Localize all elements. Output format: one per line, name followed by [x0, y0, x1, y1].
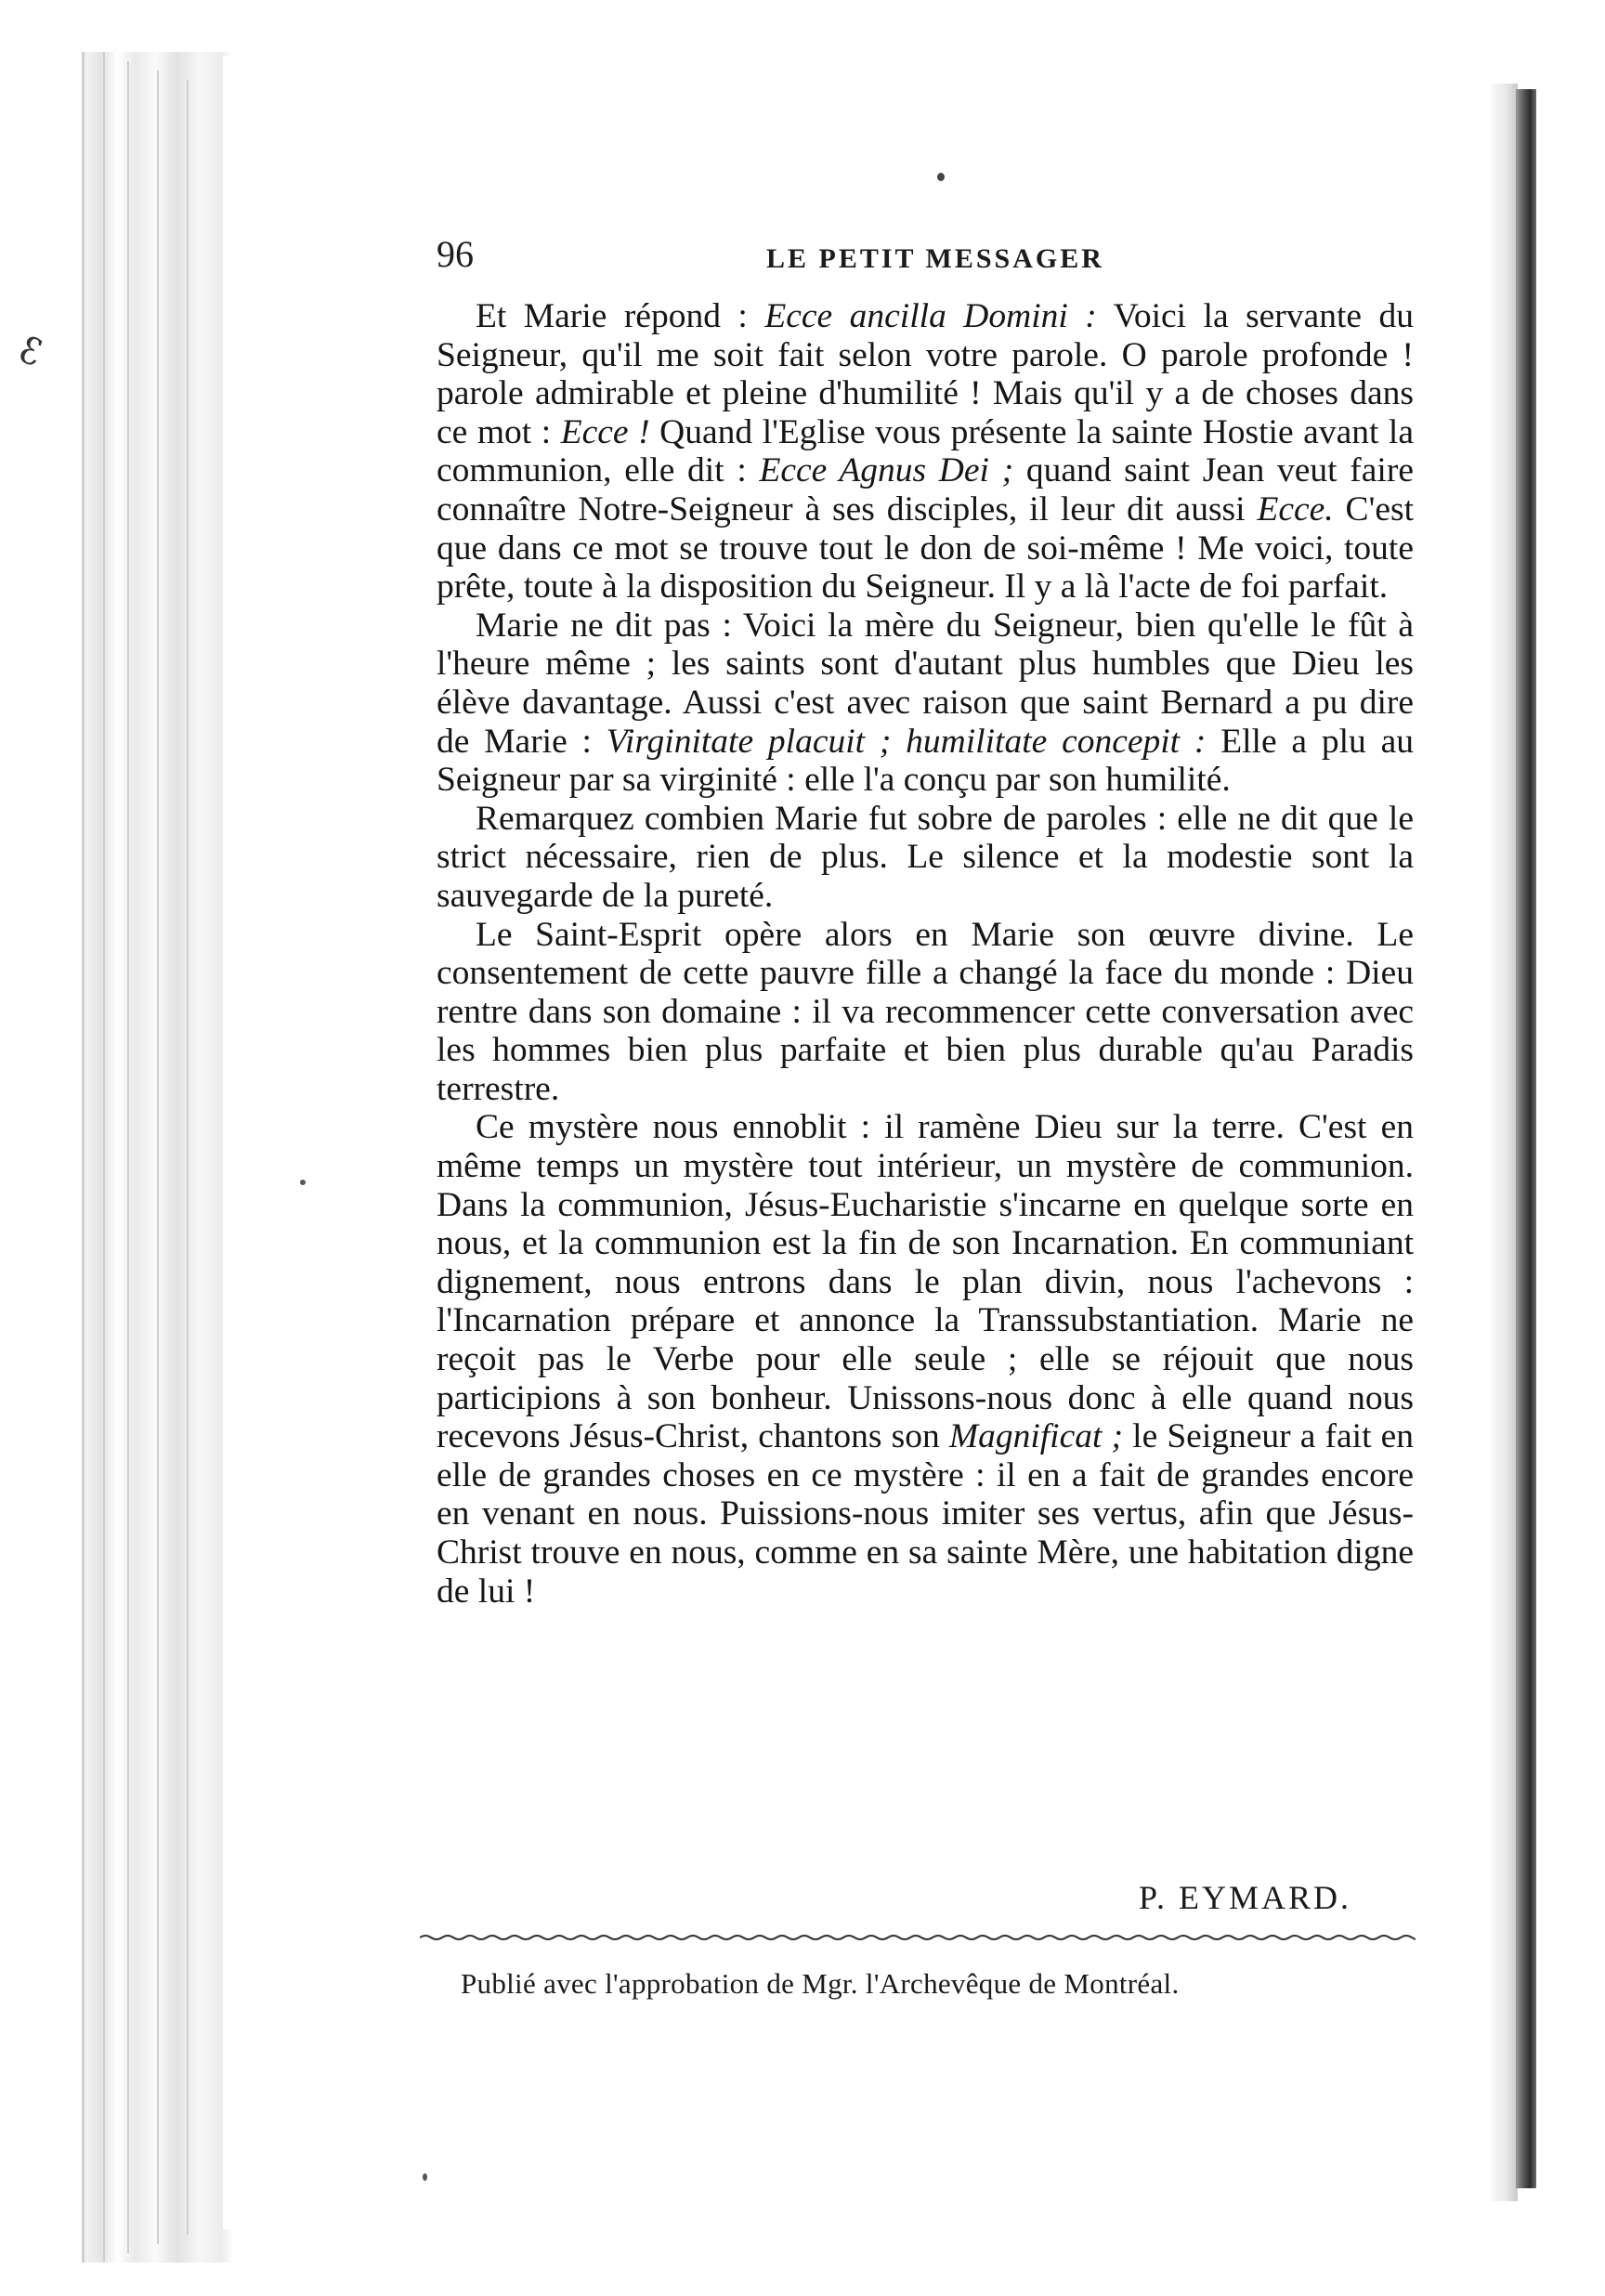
- text-run: quand saint Jean veut faire connaître Notre-Seigneur à ses disciples, il leur dit aussi: [437, 451, 1414, 528]
- italic-phrase: Ecce !: [560, 412, 650, 451]
- ink-speck: [937, 173, 945, 181]
- paragraph: [437, 1108, 1414, 1611]
- wavy-divider: [420, 1930, 1416, 1945]
- text-run: Quand l'Eglise vous présente la sainte Hostie avant la communion, elle dit :: [437, 412, 1414, 490]
- paragraph: [437, 297, 1414, 607]
- book-gutter-shadow: [1486, 84, 1518, 2201]
- author-signature: P. EYMARD.: [1139, 1879, 1352, 1916]
- page-edge-line: [187, 80, 189, 2235]
- text-run: C'est que dans ce mot se trouve tout le don de soi-même ! Me voici, toute prête, toute à la disposition du Seigneur. Il y a là l'acte de foi parfait.: [437, 489, 1414, 607]
- page-number: 96: [437, 233, 474, 275]
- text-run: Ce mystère nous ennoblit : il ramène Dieu sur la terre. C'est en même temps un mystère tout intérieur, un mystère de communion. Dans la communion, Jésus-Eucharistie s'incarne en quelque sorte en nous, et la communion est la fin de son Incarnation. En communiant dignement, nous entrons dans le plan divin, nous l'achevons : l'Incarnation prépare et annonce la Transsubstantiation. Marie ne reçoit pas le Verbe pour elle seule ; elle se réjouit que nous participions à son bonheur. Unissons-nous donc à elle quand nous recevons Jésus-Christ, chantons son: [437, 1108, 1414, 1456]
- paragraph: [437, 916, 1414, 1109]
- italic-phrase: Ecce.: [1257, 489, 1334, 528]
- italic-phrase: Ecce Agnus Dei ;: [759, 451, 1014, 490]
- page-edge-line: [103, 52, 105, 2263]
- approbation-note: Publié avec l'approbation de Mgr. l'Archevêque de Montréal.: [461, 1967, 1180, 2000]
- text-run: Le Saint-Esprit opère alors en Marie son œuvre divine. Le consentement de cette pauvre fille a changé la face du monde : Dieu rentre dans son domaine : il va recommencer cette conversation avec les hommes bien plus parfaite et bien plus durable qu'au Paradis terrestre.: [437, 915, 1414, 1108]
- text-run: Et Marie répond :: [476, 297, 765, 335]
- italic-phrase: Virginitate placuit ; humilitate concepit :: [606, 722, 1207, 761]
- italic-phrase: Ecce ancilla Domini :: [764, 297, 1097, 335]
- text-run: Voici la servante du Seigneur, qu'il me soit fait selon votre parole. O parole profonde ! parole admirable et pleine d'humilité ! Mais qu'il y a de choses dans ce mot :: [437, 297, 1414, 451]
- text-run: Remarquez combien Marie fut sobre de paroles : elle ne dit que le strict nécessaire, rien de plus. Le silence et la modestie sont la sauvegarde de la pureté.: [437, 799, 1414, 915]
- ink-speck: [423, 2173, 427, 2181]
- italic-phrase: Magnificat ;: [948, 1417, 1124, 1456]
- book-edge-shadow: [1516, 89, 1536, 2188]
- header-title: LE PETIT MESSAGER: [766, 243, 1104, 274]
- text-run: Elle a plu au Seigneur par sa virginité : elle l'a conçu par son humilité.: [437, 722, 1414, 800]
- paragraph: [437, 800, 1414, 916]
- body-text: [437, 297, 1414, 1611]
- paragraph: [437, 607, 1414, 800]
- page-edge-line: [127, 61, 129, 2253]
- margin-mark: ꜫ: [13, 328, 48, 376]
- text-run: Marie ne dit pas : Voici la mère du Seigneur, bien qu'elle le fût à l'heure même ; les saints sont d'autant plus humbles que Dieu les élève davantage. Aussi c'est avec raison que saint Bernard a pu dire de Marie :: [437, 606, 1414, 761]
- page-edge-line: [157, 71, 159, 2244]
- text-run: le Seigneur a fait en elle de grandes choses en ce mystère : il en a fait de grandes encore en venant en nous. Puissions-nous imiter ses vertus, afin que Jésus-Christ trouve en nous, comme en sa sainte Mère, une habitation digne de lui !: [437, 1417, 1414, 1611]
- ink-speck: [300, 1180, 306, 1185]
- book-fore-edge: [82, 52, 233, 2263]
